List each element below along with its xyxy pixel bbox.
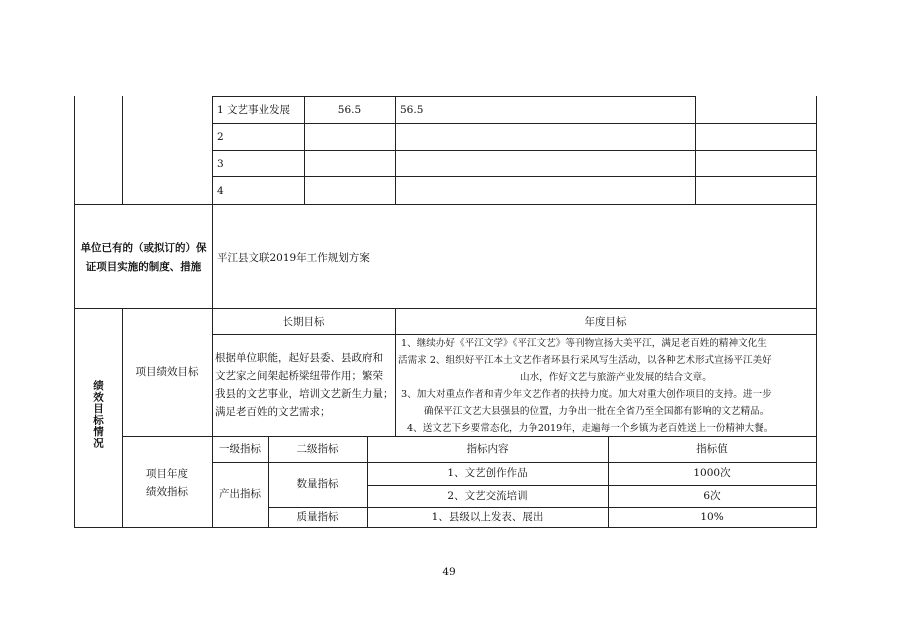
budget-row-amount: 56.5	[337, 104, 362, 116]
indicator-content: 1、县级以上发表、展出	[431, 511, 544, 523]
rule	[695, 96, 696, 205]
header-level1: 一级指标	[219, 443, 261, 455]
rule	[816, 96, 817, 528]
budget-row-amount: 56.5	[400, 104, 424, 116]
annual-header: 年度目标	[584, 316, 627, 328]
rule	[212, 176, 816, 177]
budget-row-label: 4	[217, 185, 224, 197]
rule	[212, 123, 816, 124]
annual-line: 确保平江文艺大县强县的位置，力争出一批在全省乃至全国都有影响的文艺精品。	[424, 406, 770, 417]
annual-line: 3、加大对重点作者和青少年文艺作者的扶持力度。加大对重大创作项目的支持。进一步	[401, 389, 772, 400]
long-term-line: 文艺家之间架起桥梁纽带作用；繁荣	[215, 370, 383, 382]
measures-label: 单位已有的（或拟订的）保	[80, 242, 207, 254]
performance-section-label: 绩效目标情况	[92, 380, 104, 449]
annual-line: 4、送文艺下乡要常态化，力争2019年，走遍每一个乡镇为老百姓送上一份精神大餐。	[407, 423, 774, 434]
rule	[74, 96, 75, 528]
rule	[122, 96, 123, 205]
indicator-content: 1、文艺创作作品	[447, 467, 528, 479]
rule	[212, 334, 817, 335]
goal-label: 项目绩效目标	[135, 366, 199, 378]
rule	[367, 485, 817, 486]
measures-label: 证项目实施的制度、措施	[85, 261, 202, 273]
rule	[74, 308, 817, 309]
indicator-content: 2、文艺交流培训	[447, 490, 528, 502]
indicator-value: 1000次	[693, 467, 731, 479]
rule	[395, 96, 396, 205]
page-number: 49	[442, 566, 456, 578]
annual-line: 山水，作好文艺与旅游产业发展的结合文章。	[520, 372, 712, 383]
rule	[74, 527, 817, 528]
quality-label: 质量指标	[296, 511, 339, 523]
rule	[212, 96, 213, 528]
annual-line: 1、继续办好《平江文学》《平江文艺》等刊物宣扬大美平江，满足老百姓的精神文化生	[401, 338, 767, 349]
quantity-label: 数量指标	[296, 478, 339, 490]
long-term-line: 根据单位职能，起好县委、县政府和	[215, 352, 383, 364]
rule	[212, 462, 817, 463]
annual-line: 活需求 2、组织好平江本土文艺作者环县行采风写生活动，以各种艺术形式宣扬平江美好	[398, 355, 772, 366]
rule	[268, 507, 817, 508]
measures-value: 平江县文联2019年工作规划方案	[217, 252, 370, 264]
long-term-header: 长期目标	[282, 316, 325, 328]
long-term-line: 满足老百姓的文艺需求；	[215, 406, 331, 418]
rule	[74, 204, 817, 205]
indicator-label: 绩效指标	[146, 486, 188, 498]
long-term-line: 我县的文艺事业，培训文艺新生力量；	[215, 388, 394, 400]
budget-row-label: 2	[217, 131, 224, 143]
header-level2: 二级指标	[296, 443, 339, 455]
rule	[212, 96, 695, 97]
indicator-value: 10%	[700, 511, 724, 523]
budget-row-label: 3	[217, 158, 224, 170]
header-value: 指标值	[696, 443, 728, 455]
output-label: 产出指标	[219, 488, 261, 500]
rule	[212, 150, 816, 151]
indicator-value: 6次	[703, 490, 721, 502]
budget-row-label: 1 文艺事业发展	[217, 104, 291, 116]
indicator-label: 项目年度	[146, 468, 188, 480]
header-content: 指标内容	[466, 443, 509, 455]
